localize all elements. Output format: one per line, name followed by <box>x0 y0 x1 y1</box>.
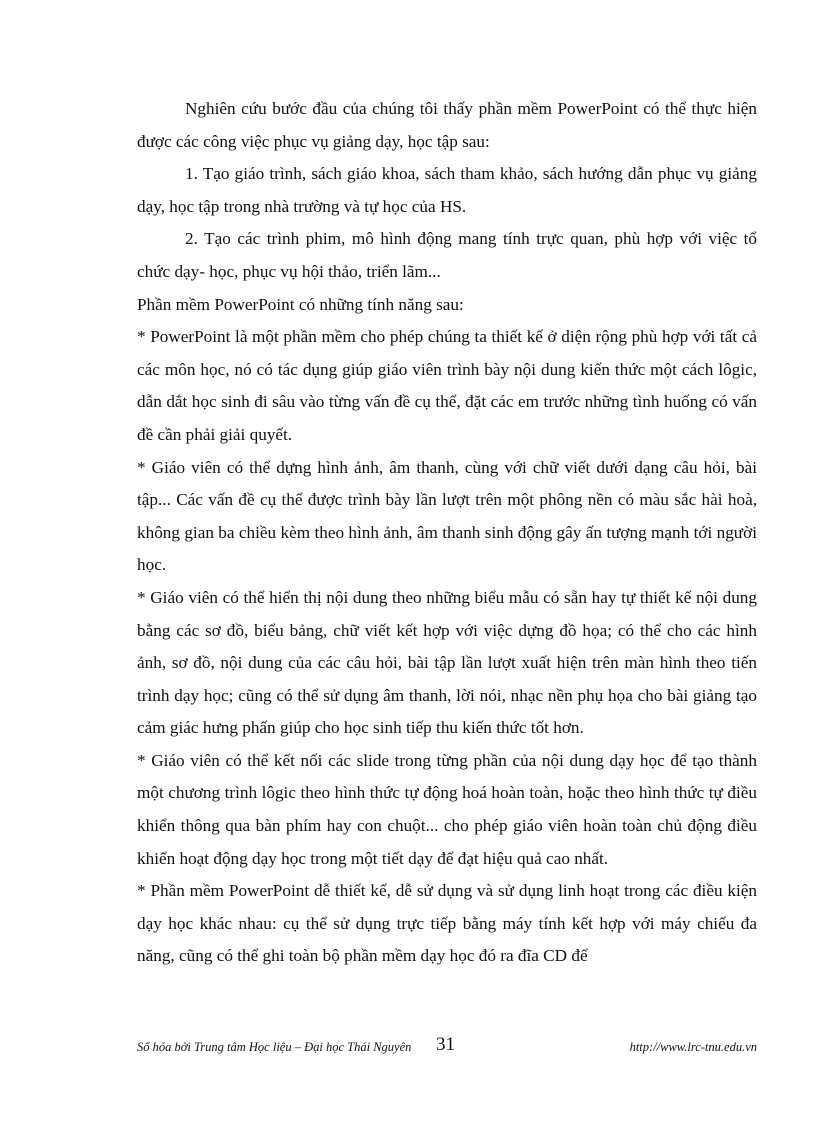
paragraph-features-heading: Phần mềm PowerPoint có những tính năng sau: <box>137 294 464 314</box>
paragraph-feature-1: * PowerPoint là một phần mềm cho phép chúng ta thiết kế ở diện rộng phù hợp với tất cả các môn học, nó có tác dụng giúp giáo viên trình bày nội dung kiến thức một cách lôgic, dẫn dắt học sinh đi sâu vào từng vấn đề cụ thể, đặt các em trước những tình huống có vấn đề cần phải giải quyết. <box>137 327 757 444</box>
paragraph-feature-2: * Giáo viên có thể dựng hình ảnh, âm thanh, cùng với chữ viết dưới dạng câu hỏi, bài tập... Các vấn đề cụ thể được trình bày lần lượt trên một phông nền có màu sắc hài hoà, không gian ba chiều kèm theo hình ảnh, âm thanh sinh động gây ấn tượng mạnh tới người học. <box>137 457 757 575</box>
body-text <box>137 93 757 973</box>
footer-url: http://www.lrc-tnu.edu.vn <box>629 1040 757 1054</box>
paragraph-item-2: 2. Tạo các trình phim, mô hình động mang tính trực quan, phù hợp với việc tổ chức dạy- học, phục vụ hội thảo, triển lãm... <box>137 229 757 281</box>
paragraph-feature-3: * Giáo viên có thể hiển thị nội dung theo những biểu mẫu có sẵn hay tự thiết kế nội dung bằng các sơ đồ, biểu bảng, chữ viết kết hợp với việc dựng đồ họa; có thể cho các hình ảnh, sơ đồ, nội dung của các câu hỏi, bài tập lần lượt xuất hiện trên màn hình theo tiến trình dạy học; cũng có thể sử dụng âm thanh, lời nói, nhạc nền phụ họa cho bài giảng tạo cảm giác hưng phấn giúp cho học sinh tiếp thu kiến thức tốt hơn. <box>137 587 757 738</box>
page-footer <box>137 1036 757 1062</box>
paragraph-feature-4: * Giáo viên có thể kết nối các slide trong từng phần của nội dung dạy học để tạo thành một chương trình lôgic theo hình thức tự động hoá hoàn toàn, hoặc theo hình thức tự điều khiển thông qua bàn phím hay con chuột... cho phép giáo viên hoàn toàn chủ động điều khiển hoạt động dạy học trong một tiết dạy để đạt hiệu quả cao nhất. <box>137 750 757 868</box>
paragraph-item-1: 1. Tạo giáo trình, sách giáo khoa, sách tham khảo, sách hướng dẫn phục vụ giảng dạy, học tập trong nhà trường và tự học của HS. <box>137 164 757 216</box>
paragraph-feature-5: * Phần mềm PowerPoint dễ thiết kế, dễ sử dụng và sử dụng linh hoạt trong các điều kiện dạy học khác nhau: cụ thể sử dụng trực tiếp bằng máy tính kết hợp với máy chiếu đa năng, cũng có thể ghi toàn bộ phần mềm dạy học đó ra đĩa CD để <box>137 881 757 966</box>
page-number: 31 <box>436 1034 455 1055</box>
footer-source: Số hóa bởi Trung tâm Học liệu – Đại học Thái Nguyên <box>137 1040 412 1054</box>
paragraph-intro: Nghiên cứu bước đầu của chúng tôi thấy phần mềm PowerPoint có thể thực hiện được các công việc phục vụ giảng dạy, học tập sau: <box>137 99 757 151</box>
